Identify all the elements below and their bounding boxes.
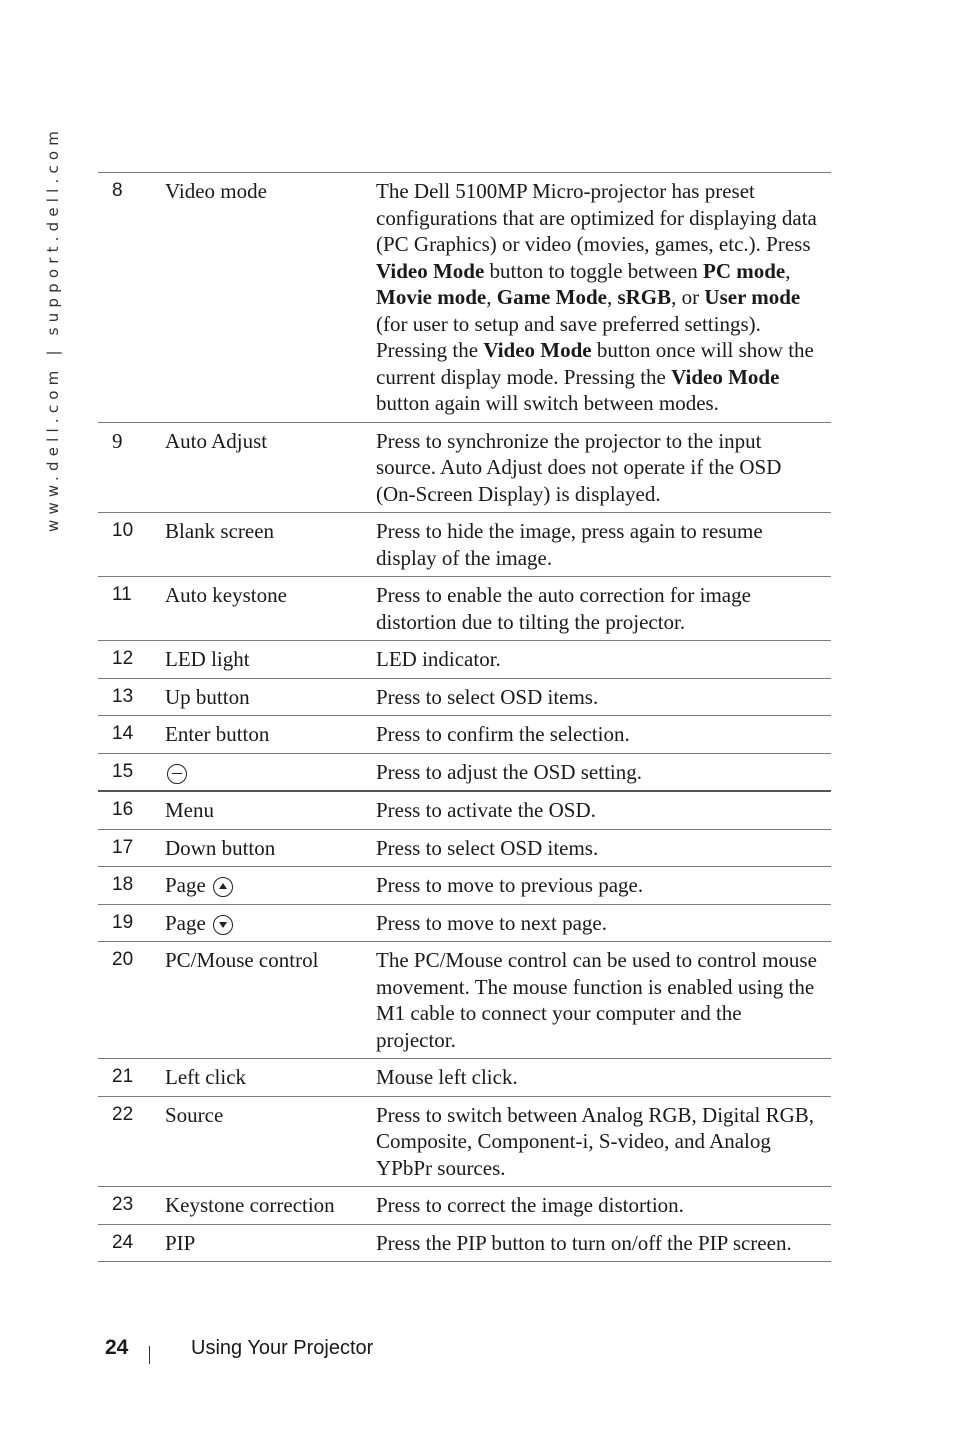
item-description xyxy=(376,422,831,513)
item-number: 20 xyxy=(112,949,134,970)
description-emphasis: Video Mode xyxy=(671,364,780,389)
item-name xyxy=(165,942,376,1059)
item-number: 10 xyxy=(112,520,134,541)
item-description xyxy=(376,829,831,867)
item-name xyxy=(165,716,376,754)
section-title: Using Your Projector xyxy=(191,1337,374,1359)
table-row xyxy=(98,867,831,905)
description-text: Press to correct the image distortion. xyxy=(376,1193,684,1217)
page-number: 24 xyxy=(105,1336,129,1359)
side-url-text: www.dell.com | support.dell.com xyxy=(44,125,62,532)
description-text: LED indicator. xyxy=(376,647,501,671)
item-number: 13 xyxy=(112,685,134,707)
item-name xyxy=(165,678,376,716)
item-name-label: Left click xyxy=(165,1065,247,1089)
table-row xyxy=(98,753,831,791)
item-name xyxy=(165,1096,376,1187)
item-name-label: Auto Adjust xyxy=(165,428,268,453)
table-row xyxy=(98,829,831,867)
item-description xyxy=(376,173,831,423)
item-name xyxy=(165,641,376,679)
item-name xyxy=(165,867,376,905)
item-description xyxy=(376,1059,831,1097)
item-name-label: Down button xyxy=(165,835,276,860)
description-text: button to toggle between xyxy=(484,258,704,283)
description-emphasis: Video Mode xyxy=(376,258,485,283)
description-text: The PC/Mouse control can be used to control mouse movement. The mouse function is enabled using the M1 cable to connect your computer and the projector. xyxy=(376,948,817,1052)
description-text: Press to move to next page. xyxy=(376,910,607,935)
item-number: 21 xyxy=(112,1066,134,1087)
item-number: 17 xyxy=(112,836,134,858)
description-text: Press to hide the image, press again to resume display of the image. xyxy=(376,519,763,570)
item-number: 9 xyxy=(112,428,123,453)
item-name-label: Menu xyxy=(165,798,214,822)
item-description xyxy=(376,1187,831,1225)
item-description xyxy=(376,577,831,641)
item-name-label: Page xyxy=(165,873,206,897)
item-name-label: PIP xyxy=(165,1230,196,1255)
table-row xyxy=(98,1187,831,1225)
button-description-table xyxy=(98,172,831,1262)
description-emphasis: User mode xyxy=(704,285,801,309)
description-text: Press to synchronize the projector to the input source. Auto Adjust does not operate if the OSD (On-Screen Display) is displayed. xyxy=(376,428,782,506)
table-row xyxy=(98,1224,831,1262)
table-row xyxy=(98,641,831,679)
item-number: 15 xyxy=(112,760,134,782)
table-row xyxy=(98,791,831,829)
description-text: Press to adjust the OSD setting. xyxy=(376,759,642,784)
description-text: Mouse left click. xyxy=(376,1065,518,1089)
item-description xyxy=(376,904,831,942)
description-text: Press to confirm the selection. xyxy=(376,722,630,746)
description-text: The Dell 5100MP Micro-projector has preset configurations that are optimized for displaying data (PC Graphics) or video (movies, games, etc.). Press xyxy=(376,179,817,256)
description-text: Press to select OSD items. xyxy=(376,835,599,860)
table-row xyxy=(98,904,831,942)
description-emphasis: Video Mode xyxy=(483,338,592,362)
description-text: Press to activate the OSD. xyxy=(376,798,596,822)
table-row xyxy=(98,577,831,641)
item-number: 22 xyxy=(112,1103,134,1125)
table-row xyxy=(98,422,831,513)
item-number: 11 xyxy=(112,584,132,605)
item-name-label: Keystone correction xyxy=(165,1193,335,1217)
item-number: 16 xyxy=(112,799,134,820)
item-name-label: Up button xyxy=(165,684,250,709)
item-name xyxy=(165,1224,376,1262)
description-text: Press to move to previous page. xyxy=(376,873,644,897)
item-description xyxy=(376,942,831,1059)
description-text: , or xyxy=(671,285,705,309)
table-row xyxy=(98,678,831,716)
description-text: Press to enable the auto correction for image distortion due to tilting the projector. xyxy=(376,583,751,634)
item-description xyxy=(376,867,831,905)
item-number: 19 xyxy=(112,911,134,933)
table-row xyxy=(98,942,831,1059)
item-number: 8 xyxy=(112,180,123,201)
item-name xyxy=(165,753,376,791)
item-name-label: LED light xyxy=(165,647,250,671)
item-number: 24 xyxy=(112,1231,134,1253)
item-name xyxy=(165,422,376,513)
item-name-label: PC/Mouse control xyxy=(165,948,319,972)
item-description xyxy=(376,1096,831,1187)
item-description xyxy=(376,513,831,577)
page-up-icon xyxy=(213,877,233,897)
description-emphasis: sRGB xyxy=(617,285,672,309)
item-name-label: Page xyxy=(165,910,206,935)
item-description xyxy=(376,641,831,679)
item-name-label: Blank screen xyxy=(165,519,275,543)
item-description xyxy=(376,678,831,716)
table-row xyxy=(98,1096,831,1187)
item-name xyxy=(165,577,376,641)
description-emphasis: PC mode xyxy=(703,258,786,283)
item-description xyxy=(376,791,831,829)
description-text: Press to switch between Analog RGB, Digital RGB, Composite, Component-i, S-video, and Analog YPbPr sources. xyxy=(376,1102,815,1180)
table-row xyxy=(98,1059,831,1097)
item-name xyxy=(165,829,376,867)
item-number: 14 xyxy=(112,723,134,744)
item-name-label: Video mode xyxy=(165,179,267,203)
description-text: , xyxy=(785,258,791,283)
item-name xyxy=(165,513,376,577)
description-text: button again will switch between modes. xyxy=(376,391,719,415)
description-text: Press to select OSD items. xyxy=(376,684,599,709)
table-row xyxy=(98,716,831,754)
footer-divider xyxy=(149,1346,150,1364)
page-down-icon xyxy=(213,915,233,935)
description-emphasis: Game Mode xyxy=(496,285,607,309)
table-row xyxy=(98,173,831,423)
item-number: 12 xyxy=(112,648,134,669)
item-name xyxy=(165,904,376,942)
description-text: button once will show the current display mode. Pressing the xyxy=(376,338,814,389)
description-text: , xyxy=(486,285,497,309)
item-name xyxy=(165,1059,376,1097)
table-row xyxy=(98,513,831,577)
item-name xyxy=(165,1187,376,1225)
minus-circle-icon xyxy=(167,764,187,784)
item-name-label: Auto keystone xyxy=(165,583,287,607)
item-name-label: Enter button xyxy=(165,722,270,746)
item-name xyxy=(165,791,376,829)
item-number: 18 xyxy=(112,874,134,895)
item-description xyxy=(376,716,831,754)
description-text: , xyxy=(606,285,618,309)
item-name xyxy=(165,173,376,423)
description-text: (for user to setup and save preferred settings). Pressing the xyxy=(376,311,761,362)
description-text: Press the PIP button to turn on/off the PIP screen. xyxy=(376,1230,792,1255)
item-description xyxy=(376,1224,831,1262)
description-emphasis: Movie mode xyxy=(376,285,487,309)
item-number: 23 xyxy=(112,1194,134,1215)
item-description xyxy=(376,753,831,791)
item-name-label: Source xyxy=(165,1102,224,1127)
